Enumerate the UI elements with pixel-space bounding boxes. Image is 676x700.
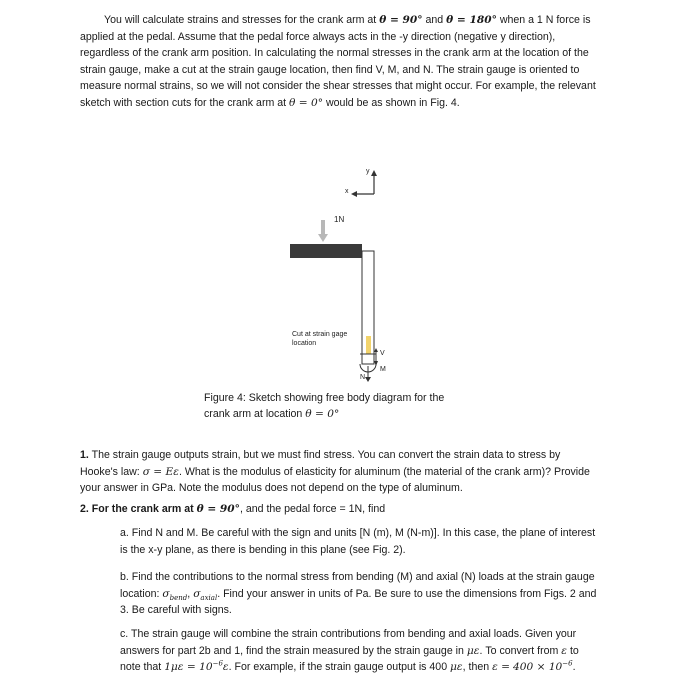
question-1 (80, 447, 600, 497)
caption-line1: Figure 4: Sketch showing free body diagram for the (204, 392, 445, 404)
question-2b (120, 569, 600, 619)
intro-text-3: would be as shown in Fig. 4. (326, 96, 460, 109)
intro-theta-90: θ = 90° (379, 14, 423, 26)
normal-n-arrowhead (365, 377, 371, 382)
q2-text: , and the pedal force = 1N, find (239, 503, 386, 515)
q2-theta: θ = 90° (196, 503, 240, 515)
q2c-text-5: , then (462, 661, 490, 674)
q2b-text-1: b. Find the contributions to the normal stress from bending (M) and axial (N) loads at the strain gauge location: (120, 571, 595, 600)
q2b-sigma-axial: $\sigma_{axial}$ (193, 587, 218, 602)
v-label: V (380, 350, 385, 357)
y-axis-label: y (366, 168, 370, 175)
moment-arrowhead (374, 361, 378, 366)
intro-theta-180: θ = 180° (446, 14, 497, 26)
force-arrow-head (318, 234, 328, 242)
shear-v-arrowhead (374, 348, 378, 352)
caption-prefix: crank arm at location (204, 408, 303, 420)
force-label: 1N (334, 215, 345, 224)
q2a-text: a. Find N and M. Be careful with the sign and units [N (m), M (N-m)]. In this case, the plane of interest is the x-y plane, as there is bending in this plane (see Fig. 2). (120, 527, 596, 556)
q1-text-2: . What is the modulus of elasticity for aluminum (the material of the crank arm)? Provide your answer in GPa. Note the modulus does not depend on the type of aluminum. (80, 465, 590, 495)
intro-text-2: when a 1 N force is applied at the pedal. Assume that the pedal force always acts in the -y direction (negative y direction), regardless of the crank arm position. In calculating the normal stresses in the crank arm at the location of the strain gauge, make a cut at the strain gauge location, then find V, M, and N. The strain gauge is oriented to measure normal strains, so we will not consider the shear stresses that might occur. For example, the relevant sketch with section cuts for the crank arm at (80, 14, 596, 109)
q2b-separator: , (187, 587, 191, 600)
pedal-bar (290, 244, 362, 258)
question-2 (80, 501, 600, 518)
q1-formula: σ = Eε (142, 465, 179, 478)
q2b-sigma-bend: $\sigma_{bend}$ (162, 587, 188, 602)
x-axis-label: x (345, 188, 349, 195)
intro-paragraph (80, 12, 600, 112)
cut-label-line2: location (292, 340, 317, 347)
strain-gauge (366, 336, 371, 354)
figure-caption (204, 390, 484, 422)
caption-line2 (204, 406, 484, 422)
n-label: N (360, 374, 366, 381)
q1-text-1: The strain gauge outputs strain, but we must find stress. You can convert the strain data to stress by Hooke's law: (80, 449, 561, 478)
q2c-value: $400 \times 10^{-6}$ (512, 659, 573, 674)
intro-text-1: You will calculate strains and stresses for the crank arm at (104, 14, 377, 26)
q2-bold: 2. For the crank arm at (80, 503, 194, 515)
question-2c (120, 626, 600, 676)
caption-theta: θ = 0° (305, 408, 340, 420)
force-arrow-shaft (321, 220, 325, 236)
question-2a (120, 525, 600, 558)
q2c-text-4: . For example, if the strain gauge output is 400 (228, 661, 448, 674)
y-axis-arrowhead (371, 170, 377, 176)
x-axis-arrowhead (351, 191, 357, 197)
intro-theta-0: θ = 0° (289, 96, 324, 109)
q1-number: 1. (80, 449, 89, 461)
q2c-text-1: c. The strain gauge will combine the strain contributions from bending and axial loads. Given your answers for part 2b and 1, find the strain measured by the strain gauge in (120, 628, 577, 657)
fbd-drawing (282, 168, 392, 388)
free-body-diagram (282, 168, 392, 388)
q2c-mu-eps-2: με (450, 661, 463, 674)
q2c-eps: ε (561, 644, 567, 657)
q2c-conversion: $1\mu\varepsilon = 10^{-6}\varepsilon$ (164, 659, 229, 674)
q2c-eps-eq: ε = (492, 661, 511, 674)
m-label: M (380, 366, 386, 373)
intro-and: and (425, 14, 444, 26)
q2c-mu-eps: με (466, 644, 480, 657)
cut-label-line1: Cut at strain gage (292, 331, 348, 338)
q2b-text-2: . Find your answer in units of Pa. Be sure to use the dimensions from Figs. 2 and 3. Be careful with signs. (120, 587, 597, 617)
q2c-text-2: . To convert from (479, 644, 559, 657)
q2c-end: . (572, 661, 576, 674)
q2c-text-3: to note that (120, 644, 579, 674)
